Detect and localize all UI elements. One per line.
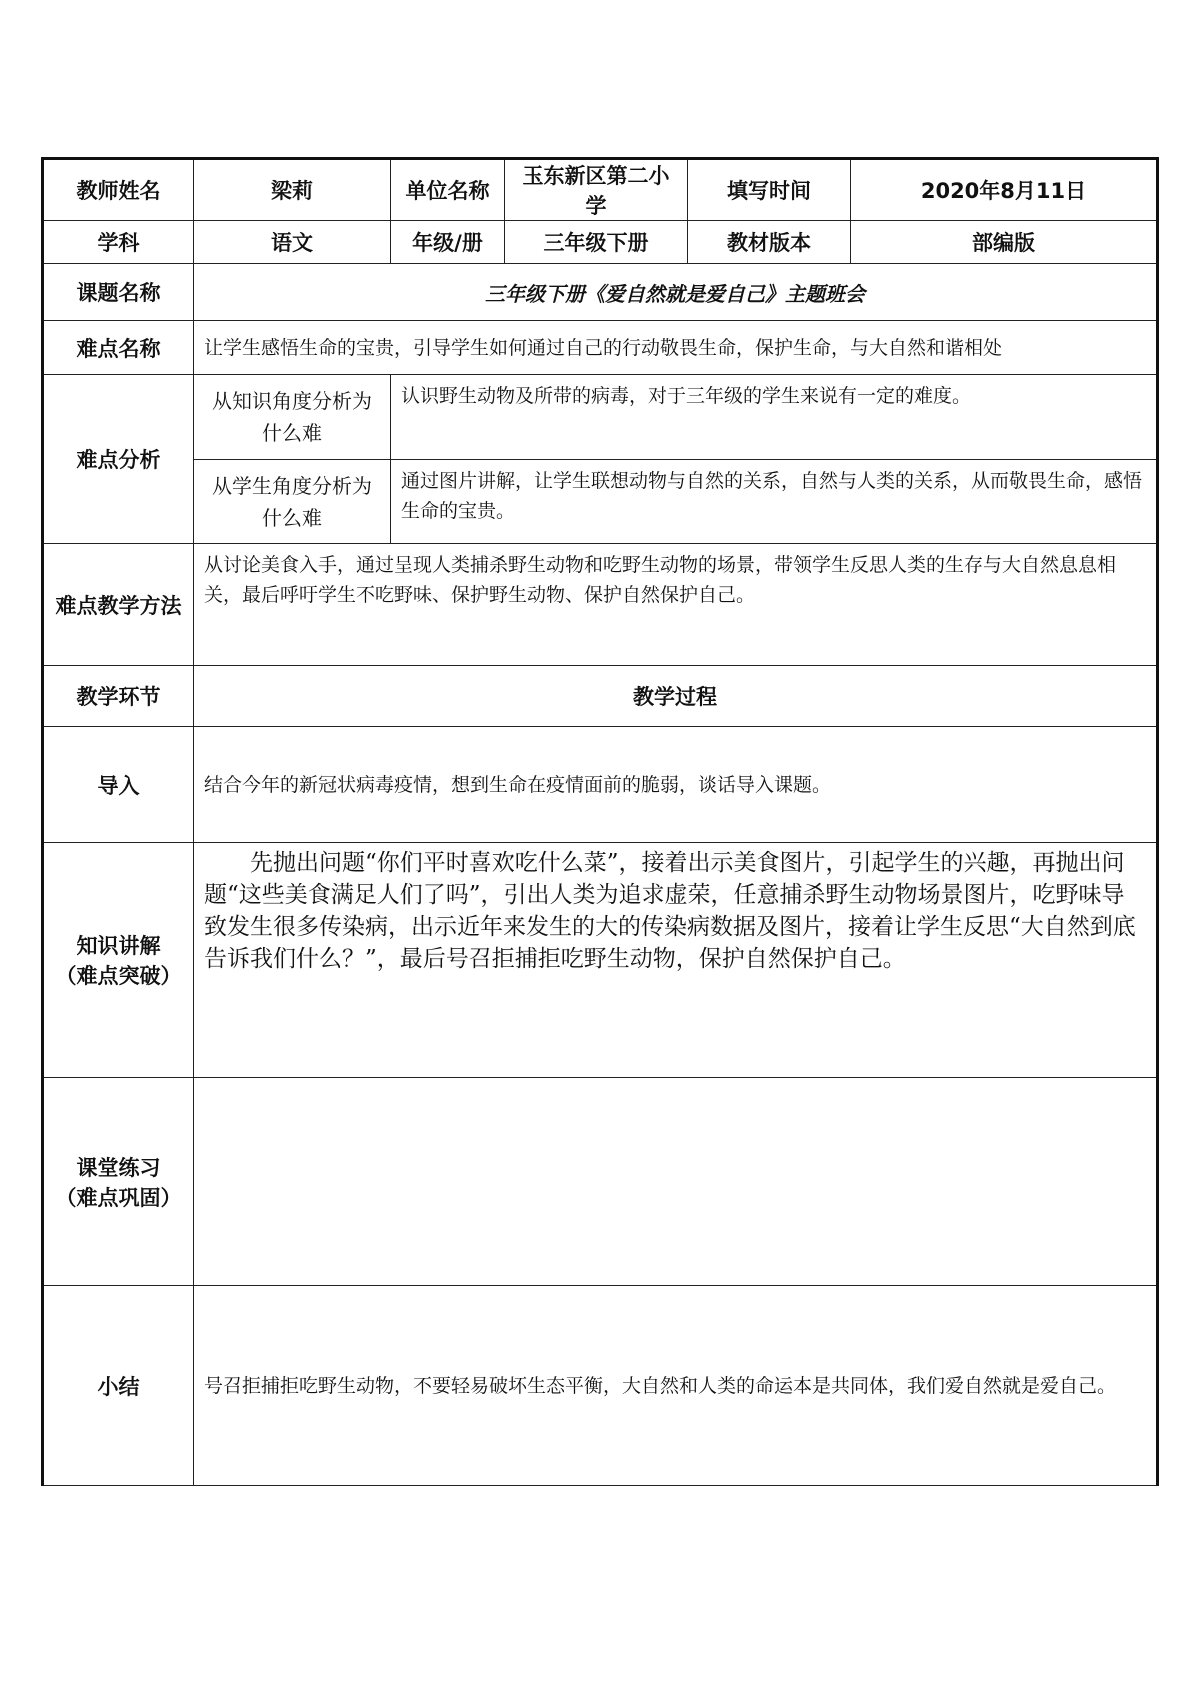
topic-row [43, 264, 1158, 321]
practice-row [43, 1078, 1158, 1286]
method-row [43, 544, 1158, 666]
knowledge-label: 知识讲解 [76, 934, 161, 958]
process-header: 教学过程 [194, 666, 1158, 727]
subject-value: 语文 [194, 221, 391, 264]
practice-label: 课堂练习 [76, 1155, 161, 1180]
knowledge-row [43, 843, 1158, 1078]
analysis-knowledge-value: 认识野生动物及所带的病毒，对于三年级的学生来说有一定的难度。 [391, 375, 1158, 460]
intro-label: 导入 [43, 727, 194, 843]
lesson-plan-table [41, 157, 1159, 1486]
date-value: 2020年8月11日 [851, 159, 1158, 221]
difficulty-row [43, 321, 1158, 375]
grade-label: 年级/册 [391, 221, 505, 264]
analysis-row-knowledge [43, 375, 1158, 460]
grade-value: 三年级下册 [505, 221, 688, 264]
summary-row [43, 1286, 1158, 1486]
analysis-student-value: 通过图片讲解，让学生联想动物与自然的关系，自然与人类的关系，从而敬畏生命，感悟生命的宝贵。 [391, 460, 1158, 544]
unit-value: 玉东新区第二小学 [505, 159, 688, 221]
summary-label: 小结 [43, 1286, 194, 1486]
summary-value: 号召拒捕拒吃野生动物，不要轻易破坏生态平衡，大自然和人类的命运本是共同体，我们爱自然就是爱自己。 [194, 1286, 1158, 1486]
intro-value: 结合今年的新冠状病毒疫情，想到生命在疫情面前的脆弱，谈话导入课题。 [194, 727, 1158, 843]
process-header-row [43, 666, 1158, 727]
practice-value [194, 1078, 1158, 1286]
practice-label-cell [43, 1078, 194, 1286]
method-label: 难点教学方法 [43, 544, 194, 666]
topic-label: 课题名称 [43, 264, 194, 321]
header-row-2 [43, 221, 1158, 264]
practice-sublabel: （难点巩固） [55, 1185, 182, 1210]
analysis-student-label: 从学生角度分析为什么难 [194, 460, 391, 544]
method-value: 从讨论美食入手，通过呈现人类捕杀野生动物和吃野生动物的场景，带领学生反思人类的生存与大自然息息相关，最后呼吁学生不吃野味、保护野生动物、保护自然保护自己。 [194, 544, 1158, 666]
analysis-knowledge-label: 从知识角度分析为什么难 [194, 375, 391, 460]
difficulty-value: 让学生感悟生命的宝贵，引导学生如何通过自己的行动敬畏生命，保护生命，与大自然和谐相处 [194, 321, 1158, 375]
analysis-label: 难点分析 [43, 375, 194, 544]
knowledge-value: 先抛出问题“你们平时喜欢吃什么菜”，接着出示美食图片，引起学生的兴趣，再抛出问题“这些美食满足人们了吗”，引出人类为追求虚荣，任意捕杀野生动物场景图片，吃野味导致发生很多传染病，出示近年来发生的大的传染病数据及图片，接着让学生反思“大自然到底告诉我们什么？”，最后号召拒捕拒吃野生动物，保护自然保护自己。 [194, 843, 1158, 1078]
teacher-label: 教师姓名 [43, 159, 194, 221]
teacher-value: 梁莉 [194, 159, 391, 221]
header-row-1 [43, 159, 1158, 221]
difficulty-label: 难点名称 [43, 321, 194, 375]
topic-value: 三年级下册《爱自然就是爱自己》主题班会 [194, 264, 1158, 321]
subject-label: 学科 [43, 221, 194, 264]
lesson-plan-sheet [41, 157, 1156, 1475]
stage-header: 教学环节 [43, 666, 194, 727]
analysis-row-student [43, 460, 1158, 544]
unit-label: 单位名称 [391, 159, 505, 221]
edition-value: 部编版 [851, 221, 1158, 264]
intro-row [43, 727, 1158, 843]
date-label: 填写时间 [688, 159, 851, 221]
knowledge-sublabel: （难点突破） [55, 964, 182, 988]
knowledge-label-cell [43, 843, 194, 1078]
edition-label: 教材版本 [688, 221, 851, 264]
